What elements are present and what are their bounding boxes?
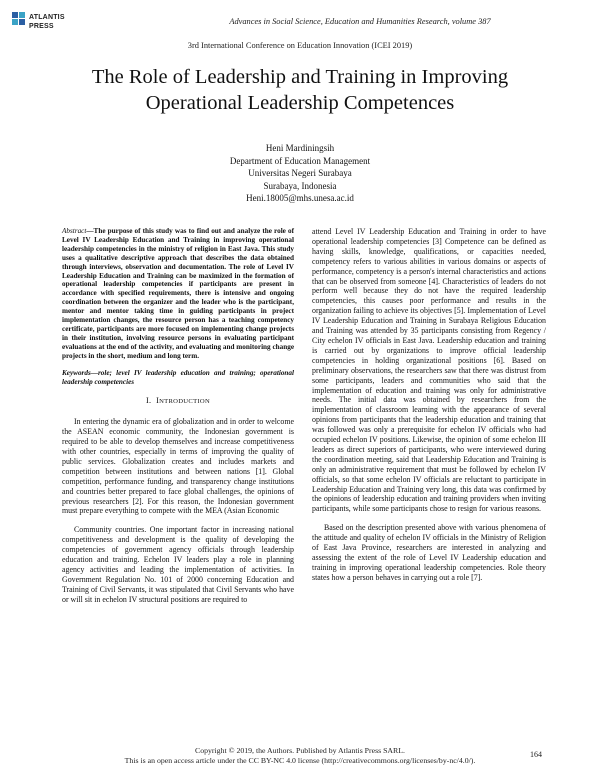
- paper-title: [30, 64, 570, 116]
- conference-header: 3rd International Conference on Education Innovation (ICEI 2019): [187, 41, 413, 50]
- left-column: [62, 227, 294, 614]
- footer-license[interactable]: This is an open access article under the CC BY-NC 4.0 license (http://creativecommons.org/licenses/by-nc/4.0/).: [124, 756, 476, 765]
- page-footer: [60, 746, 540, 766]
- paragraph-1: In entering the dynamic era of globalization and in order to welcome the ASEAN economic community, the Indonesian government is required to be able to develop themselves and increase competitiveness with other countries, especially in terms of improving the quality of public services. Globalization creates and includes markets and competition between institutions and between nations [1]. Global competition, performance funding, and transparency change institutions and countries better prepared to face global challenges, the opinions of previous researchers [2]. For this reason, the Indonesian government must prepare everything to compete with the MEA (Asian Economic: [62, 417, 294, 516]
- author-university: Universitas Negeri Surabaya: [248, 168, 352, 178]
- abstract-label: Abstract: [62, 227, 87, 235]
- paragraph-3: attend Level IV Leadership Education and Training in order to have operational leadership competencies [3] Competence can be defined as having skills, knowledge, qualifications, or capacities needed, competency refers to various abilities in various domains or aspects of performance, competency is a person's internal characteristics and actions that can be observed from someone [4]. Characteristics of leaders do not perform well because they do not have the required leadership competencies, this causes poor performance and results in the organization failing to achieve its objectives [5]. Implementation of Level IV Leadership Education and Training in Surabaya Religious Education and Training was attended by 35 participants consisting from Regency / City echelon IV officials in East Java. Leadership education and training is carried out by organizations to improve official leadership competencies in holding organizational positions [6]. Based on preliminary observations, the researchers saw that there was distrust from some participants, leaders and communities who said that the implementation of education and training was only for administrative needs. The initial data was obtained by researchers from the implementation of classroom learning with the appearance of several opinions from participants that the leadership education and training that was followed was only a prerequisite for echelon IV officials who had occupied echelon IV positions. Likewise, the opinion of some echelon III leaders as direct superiors of participants, who were interviewed during the coordination meeting, said that Leadership Education and Training is only an administrative requirement that must be followed by echelon IV officials, so that some echelon IV officials are reluctant to participate in Leadership Education and Training very long, this data was confirmed by the opinions of leadership education and training providers when inviting participants, while some participants chose to resign for various reasons.: [312, 227, 546, 514]
- page-number: 164: [530, 750, 542, 759]
- title-line-1: The Role of Leadership and Training in Improving: [91, 66, 509, 88]
- abstract: [62, 227, 294, 361]
- section-title-rest: NTRODUCTION: [159, 398, 211, 406]
- section-title-initial: I: [156, 396, 160, 406]
- atlantis-press-logo-icon: [12, 12, 26, 26]
- right-column: [312, 227, 546, 592]
- paragraph-4: Based on the description presented above with various phenomena of the attitude and quality of echelon IV officials in the Ministry of Religion of East Java Province, researchers are interested in analyzing and assessing the extent of the role of Level IV Leadership education and training in improving operational leadership competencies. Role theory states how a person behaves in carrying out a role [7].: [312, 523, 546, 582]
- paragraph-2: Community countries. One important factor in increasing national competitiveness and development is the quality of developing the competencies of government agency officials through leadership education and training. Echelon IV leaders play a role in planning agency activities and leading the implementation of activities. In Government Regulation No. 101 of 2000 concerning Education and Training of Civil Servants, it was stipulated that Civil Servants who have or will sit in echelon IV structural positions are required to: [62, 525, 294, 604]
- publisher-logo-text: [29, 13, 65, 31]
- author-department: Department of Education Management: [229, 155, 371, 166]
- title-line-2: Operational Leadership Competences: [145, 92, 455, 114]
- proceedings-header: Advances in Social Science, Education and Humanities Research, volume 387: [229, 17, 491, 26]
- author-name: Heni Mardiningsih: [265, 143, 335, 153]
- section-heading-introduction: [62, 396, 294, 407]
- footer-copyright: Copyright © 2019, the Authors. Published by Atlantis Press SARL.: [195, 746, 405, 755]
- logo-line-2: PRESS: [29, 23, 54, 30]
- abstract-text: —The purpose of this study was to find out and analyze the role of Level IV Leadership Education and Training in improving operational leadership competencies in the ministry of religion in East Java. This study uses a qualitative descriptive approach that describes the data obtained through interviews, observation and documentation. The role of Level IV Leadership Education and Training can be maximized in the formation of operational leadership competencies if participants are present in accordance with specified requirements, there is intensive and ongoing coordination between the organizer and the leader who is the participant, mentor and mentor taking time in guiding participants in project implementation changes, the resource person has a teaching competency certificate, participants are more focused on implementing change projects in their institution, involving resource persons in evaluating participant evaluations at the end of the activity, and evaluating and monitoring change projects in the short, medium and long term.: [62, 227, 295, 360]
- keywords: Keywords—role; level IV leadership education and training; operational leadership competencies: [62, 368, 294, 386]
- logo-line-1: ATLANTIS: [29, 14, 65, 21]
- publisher-logo: [12, 12, 72, 40]
- author-block: [150, 142, 450, 205]
- author-city: Surabaya, Indonesia: [263, 180, 337, 191]
- section-numeral: I.: [145, 396, 152, 406]
- author-email[interactable]: Heni.18005@mhs.unesa.ac.id: [246, 193, 354, 203]
